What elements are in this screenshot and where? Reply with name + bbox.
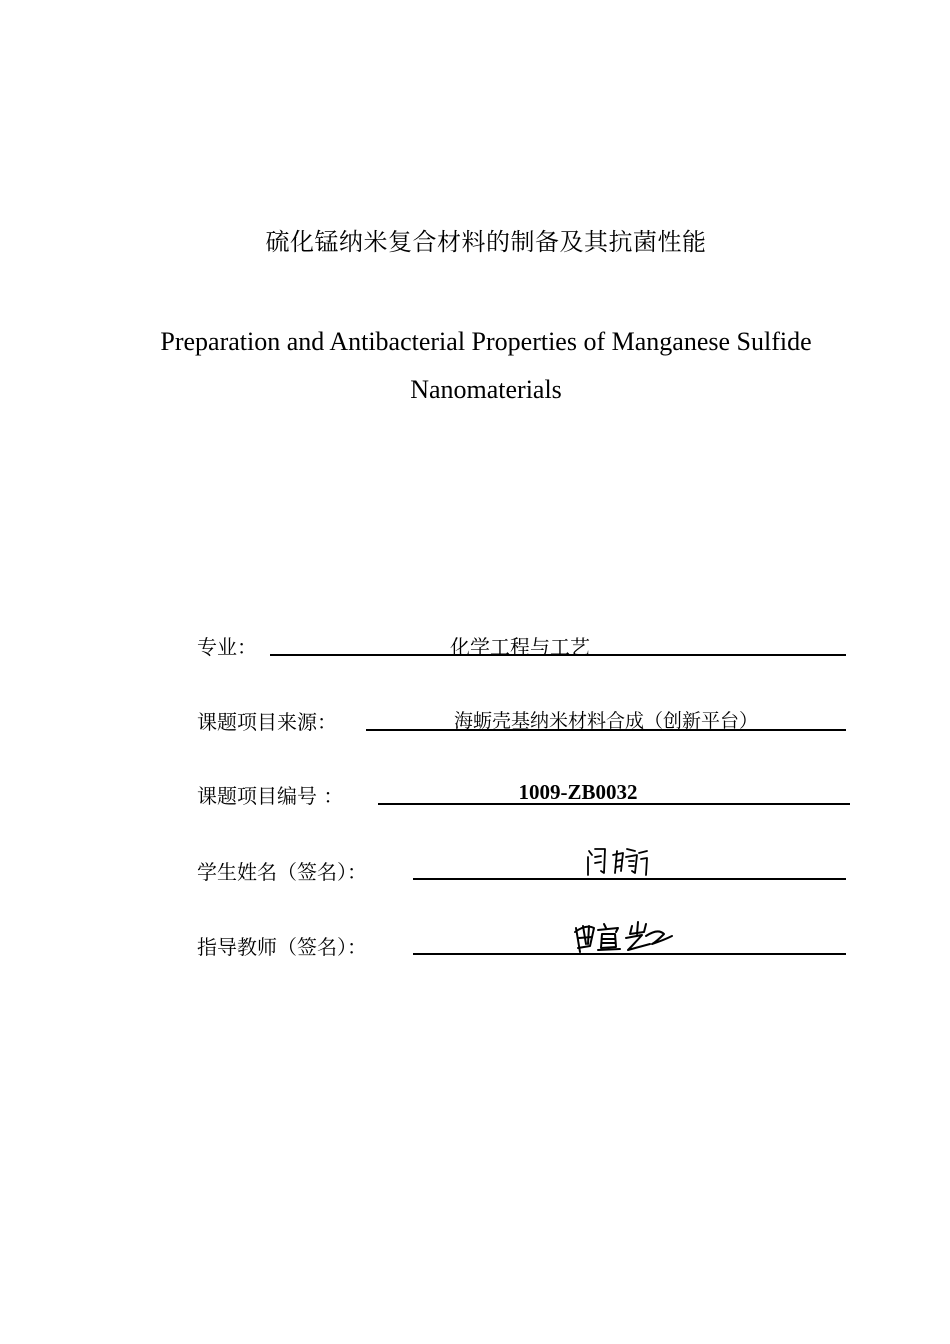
advisor-signature-label: 指导教师（签名）： <box>197 935 367 959</box>
student-signature <box>585 843 655 881</box>
student-signature-label: 学生姓名（签名）： <box>197 860 367 884</box>
major-label: 专业： <box>197 635 257 659</box>
source-underline <box>366 729 846 731</box>
major-underline <box>270 654 846 656</box>
advisor-signature <box>572 918 677 956</box>
title-english: Preparation and Antibacterial Properties of Manganese Sulfide Nanomaterials <box>160 327 812 404</box>
project-number-value: 1009-ZB0032 <box>518 780 638 804</box>
project-number-label: 课题项目编号 ： <box>197 784 344 808</box>
title-chinese: 硫化锰纳米复合材料的制备及其抗菌性能 <box>265 228 707 256</box>
source-value: 海蛎壳基纳米材料合成（创新平台） <box>453 710 758 732</box>
major-value: 化学工程与工艺 <box>450 635 590 659</box>
project-number-underline <box>378 803 850 805</box>
source-label: 课题项目来源： <box>197 710 337 734</box>
